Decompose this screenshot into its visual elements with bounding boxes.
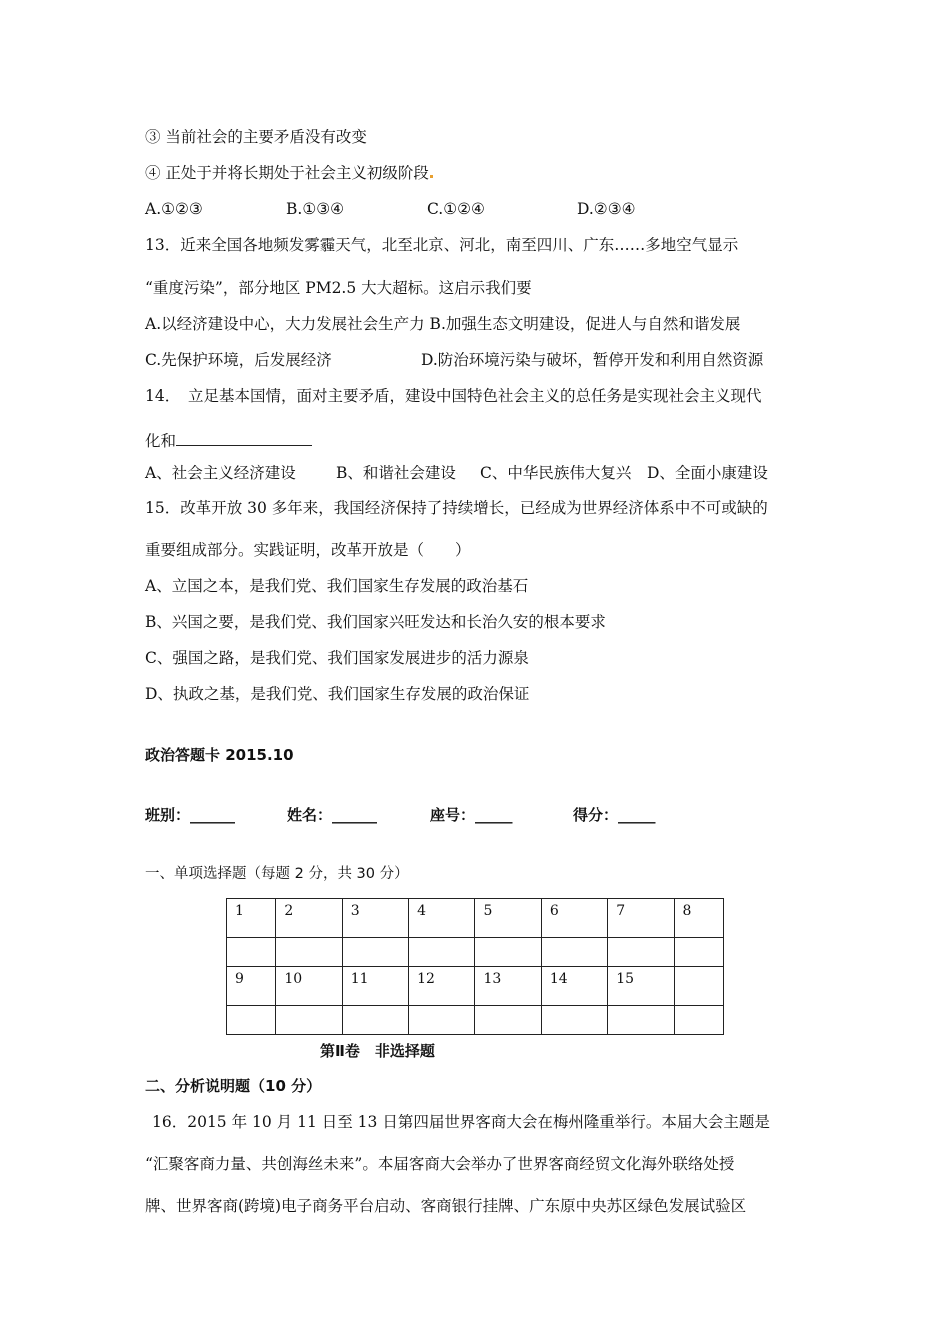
grid-number-cell: 2 [276, 899, 342, 938]
student-info-fields [145, 804, 656, 826]
q12-item3: ③ 当前社会的主要矛盾没有改变 [145, 128, 367, 146]
grid-number-cell: 12 [409, 967, 475, 1006]
grid-number-cell: 14 [541, 967, 607, 1006]
cursor-mark [430, 175, 433, 178]
seat-label: 座号： [430, 806, 476, 824]
q15-option-d: D、执政之基，是我们党、我们国家生存发展的政治保证 [145, 685, 530, 703]
seat-field [430, 804, 573, 826]
grid-answer-cell[interactable] [276, 1006, 342, 1035]
grid-answer-cell[interactable] [608, 1006, 674, 1035]
class-field [145, 804, 287, 826]
section2-heading: 二、分析说明题（10 分） [145, 1077, 322, 1095]
grid-answer-cell[interactable] [409, 938, 475, 967]
grid-answer-cell[interactable] [409, 1006, 475, 1035]
answer-grid [226, 898, 724, 1035]
answer-grid-answers-row-2 [227, 1006, 724, 1035]
q13-options-cd [145, 349, 763, 371]
grid-number-cell: 10 [276, 967, 342, 1006]
grid-number-cell: 8 [674, 899, 723, 938]
grid-answer-cell[interactable] [674, 938, 723, 967]
grid-number-cell: 1 [227, 899, 276, 938]
grid-number-cell: 4 [409, 899, 475, 938]
q12-item4-text: ④ 正处于并将长期处于社会主义初级阶段 [145, 164, 429, 182]
grid-answer-cell[interactable] [276, 938, 342, 967]
class-label: 班别： [145, 806, 191, 824]
q15-option-b: B、兴国之要，是我们党、我们国家兴旺发达和长治久安的根本要求 [145, 613, 606, 631]
q14-line2 [145, 427, 312, 452]
answer-card-title: 政治答题卡 2015.10 [145, 746, 294, 764]
q15-line1: 15．改革开放 30 多年来，我国经济保持了持续增长，已经成为世界经济体系中不可或缺的 [145, 499, 768, 517]
score-label: 得分： [573, 806, 619, 824]
q14-answer-blank [176, 427, 312, 446]
name-label: 姓名： [287, 806, 333, 824]
score-blank: _____ [618, 806, 656, 824]
grid-answer-cell[interactable] [227, 1006, 276, 1035]
q12-option-c: C.①②④ [427, 200, 485, 218]
grid-answer-cell[interactable] [541, 1006, 607, 1035]
grid-answer-cell[interactable] [227, 938, 276, 967]
q12-item4 [145, 162, 433, 184]
grid-number-cell: 9 [227, 967, 276, 1006]
name-blank: ______ [332, 806, 378, 824]
grid-number-cell: 15 [608, 967, 674, 1006]
q12-options [145, 198, 636, 220]
q13-options-ab: A.以经济建设中心，大力发展社会生产力 B.加强生态文明建设，促进人与自然和谐发展 [145, 315, 741, 333]
q12-option-a: A.①②③ [145, 200, 203, 218]
q13-line1: 13．近来全国各地频发雾霾天气，北至北京、河北，南至四川、广东……多地空气显示 [145, 236, 739, 254]
q16-line2: “汇聚客商力量、共创海丝未来”。本届客商大会举办了世界客商经贸文化海外联络处授 [145, 1155, 735, 1173]
grid-answer-cell[interactable] [475, 1006, 541, 1035]
answer-grid-numbers-row-1 [227, 899, 724, 938]
grid-number-cell: 13 [475, 967, 541, 1006]
q14-line1: 14． 立足基本国情，面对主要矛盾，建设中国特色社会主义的总任务是实现社会主义现代 [145, 387, 762, 405]
grid-answer-cell[interactable] [608, 938, 674, 967]
answer-grid-answers-row-1 [227, 938, 724, 967]
q13-option-c: C.先保护环境，后发展经济 [145, 351, 332, 369]
grid-number-cell: 11 [342, 967, 408, 1006]
q15-line2: 重要组成部分。实践证明，改革开放是（ ） [145, 541, 471, 559]
grid-number-cell [674, 967, 723, 1006]
q13-option-d: D.防治环境污染与破坏，暂停开发和利用自然资源 [421, 351, 764, 369]
answer-grid-numbers-row-2 [227, 967, 724, 1006]
section1-heading: 一、单项选择题（每题 2 分，共 30 分） [145, 866, 409, 882]
q14-option-c: C、中华民族伟大复兴 [480, 464, 632, 482]
q16-line1: 16．2015 年 10 月 11 日至 13 日第四届世界客商大会在梅州隆重举行。本届大会主题是 [152, 1113, 770, 1131]
grid-number-cell: 5 [475, 899, 541, 938]
q14-option-a: A、社会主义经济建设 [145, 464, 296, 482]
q12-option-d: D.②③④ [577, 200, 636, 218]
q14-option-b: B、和谐社会建设 [336, 464, 456, 482]
grid-answer-cell[interactable] [342, 938, 408, 967]
q14-option-d: D、全面小康建设 [647, 464, 768, 482]
q14-options [145, 462, 768, 484]
q14-line2-text: 化和 [145, 432, 177, 450]
grid-number-cell: 6 [541, 899, 607, 938]
grid-answer-cell[interactable] [541, 938, 607, 967]
grid-number-cell: 3 [342, 899, 408, 938]
q15-option-c: C、强国之路，是我们党、我们国家发展进步的活力源泉 [145, 649, 529, 667]
part2-title: 第Ⅱ卷 非选择题 [320, 1042, 435, 1060]
score-field [573, 804, 656, 826]
seat-blank: _____ [475, 806, 513, 824]
q15-option-a: A、立国之本，是我们党、我们国家生存发展的政治基石 [145, 577, 529, 595]
grid-number-cell: 7 [608, 899, 674, 938]
grid-answer-cell[interactable] [342, 1006, 408, 1035]
name-field [287, 804, 430, 826]
grid-answer-cell[interactable] [674, 1006, 723, 1035]
grid-answer-cell[interactable] [475, 938, 541, 967]
q16-line3: 牌、世界客商(跨境)电子商务平台启动、客商银行挂牌、广东原中央苏区绿色发展试验区 [145, 1197, 747, 1215]
q13-line2: “重度污染”，部分地区 PM2.5 大大超标。这启示我们要 [145, 279, 532, 297]
class-blank: ______ [190, 806, 236, 824]
q12-option-b: B.①③④ [286, 200, 345, 218]
